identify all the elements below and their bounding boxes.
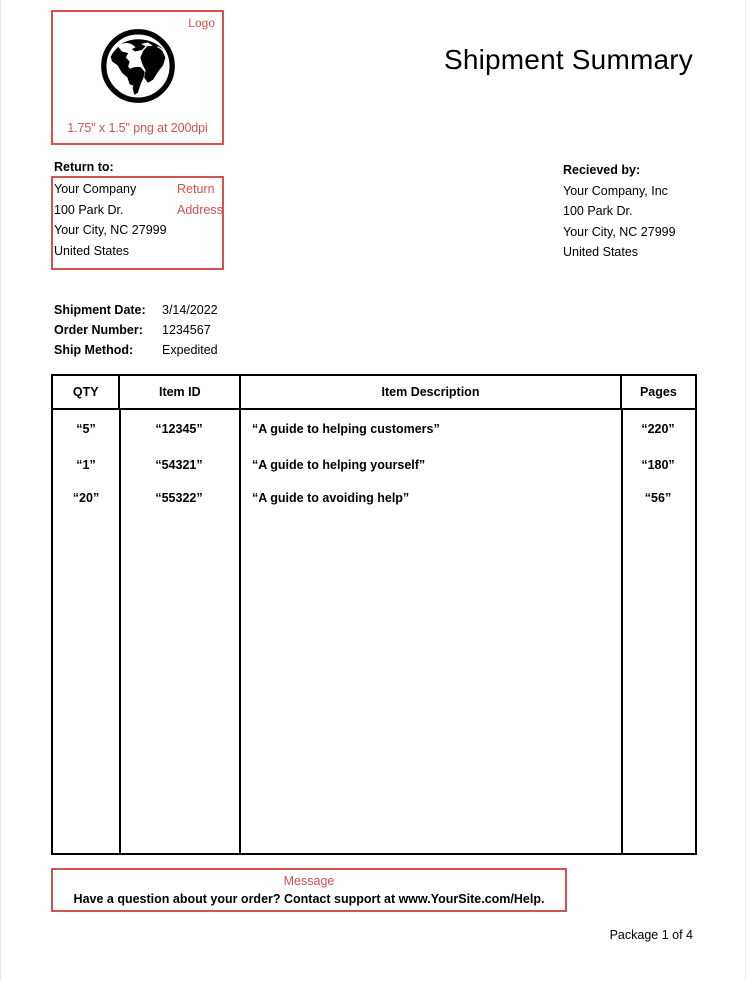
- logo-annotation-box: [51, 10, 224, 145]
- return-address-line: Your Company: [54, 182, 137, 196]
- ship-method-row: [54, 343, 218, 363]
- column-header-item-id: Item ID: [158, 385, 201, 399]
- message-annotation-label: Message: [283, 874, 335, 888]
- received-by-heading: Recieved by:: [563, 163, 641, 177]
- received-by-line: 100 Park Dr.: [563, 204, 633, 218]
- ship-method-value: Expedited: [162, 343, 218, 357]
- cell-item-description: “A guide to helping yourself”: [252, 457, 426, 472]
- cell-pages: “220”: [641, 422, 675, 436]
- ship-method-label: Ship Method:: [54, 343, 134, 357]
- order-number-label: Order Number:: [54, 323, 143, 337]
- return-to-heading: Return to:: [54, 160, 114, 174]
- column-divider: [239, 410, 241, 853]
- return-address-line: United States: [54, 243, 130, 258]
- cell-item-description: “A guide to avoiding help”: [252, 490, 410, 505]
- cell-qty: “20”: [72, 490, 100, 505]
- received-by-line: United States: [563, 245, 639, 259]
- cell-pages: “56”: [644, 490, 672, 505]
- column-header-item-description: Item Description: [381, 385, 480, 399]
- order-number-row: [54, 323, 218, 343]
- table-row: [53, 410, 695, 448]
- cell-item-description: “A guide to helping customers”: [252, 422, 440, 436]
- table-row: [53, 448, 695, 481]
- logo-size-caption: 1.75" x 1.5" png at 200dpi: [67, 121, 208, 135]
- message-annotation-box: [51, 868, 567, 912]
- column-divider: [621, 410, 623, 853]
- column-divider: [119, 410, 121, 853]
- column-header-qty: QTY: [72, 385, 99, 399]
- shipment-date-label: Shipment Date:: [54, 303, 146, 317]
- return-address-annotation-text: [177, 179, 223, 220]
- return-address-block: [54, 179, 167, 261]
- shipment-date-row: [54, 303, 218, 323]
- cell-qty: “1”: [76, 457, 96, 472]
- table-row: [53, 481, 695, 514]
- received-by-line: Your City, NC 27999: [563, 224, 676, 239]
- message-text: Have a question about your order? Contact support at www.YourSite.com/Help.: [73, 892, 545, 906]
- shipment-date-value: 3/14/2022: [162, 303, 218, 317]
- cell-item-id: “54321”: [155, 457, 203, 472]
- cell-qty: “5”: [76, 422, 96, 436]
- received-by-line: Your Company, Inc: [563, 183, 668, 198]
- logo-annotation-label: Logo: [188, 16, 215, 30]
- return-address-line: Your City, NC 27999: [54, 223, 167, 237]
- page-title: Shipment Summary: [443, 44, 693, 75]
- cell-pages: “180”: [641, 457, 675, 472]
- return-address-line: 100 Park Dr.: [54, 202, 124, 217]
- items-table: [51, 374, 697, 855]
- shipment-details: [54, 303, 218, 363]
- globe-icon-wrapper: [53, 28, 222, 104]
- received-by-block: [563, 160, 676, 263]
- return-annotation-line: Return: [177, 182, 215, 196]
- order-number-value: 1234567: [162, 323, 211, 337]
- cell-item-id: “55322”: [155, 490, 203, 505]
- globe-icon: [100, 28, 176, 104]
- column-header-pages: Pages: [639, 385, 677, 399]
- table-header-row: [53, 376, 695, 410]
- return-annotation-line: Address: [177, 202, 223, 217]
- package-footer: Package 1 of 4: [609, 928, 693, 942]
- cell-item-id: “12345”: [155, 422, 203, 436]
- table-body: [53, 410, 695, 853]
